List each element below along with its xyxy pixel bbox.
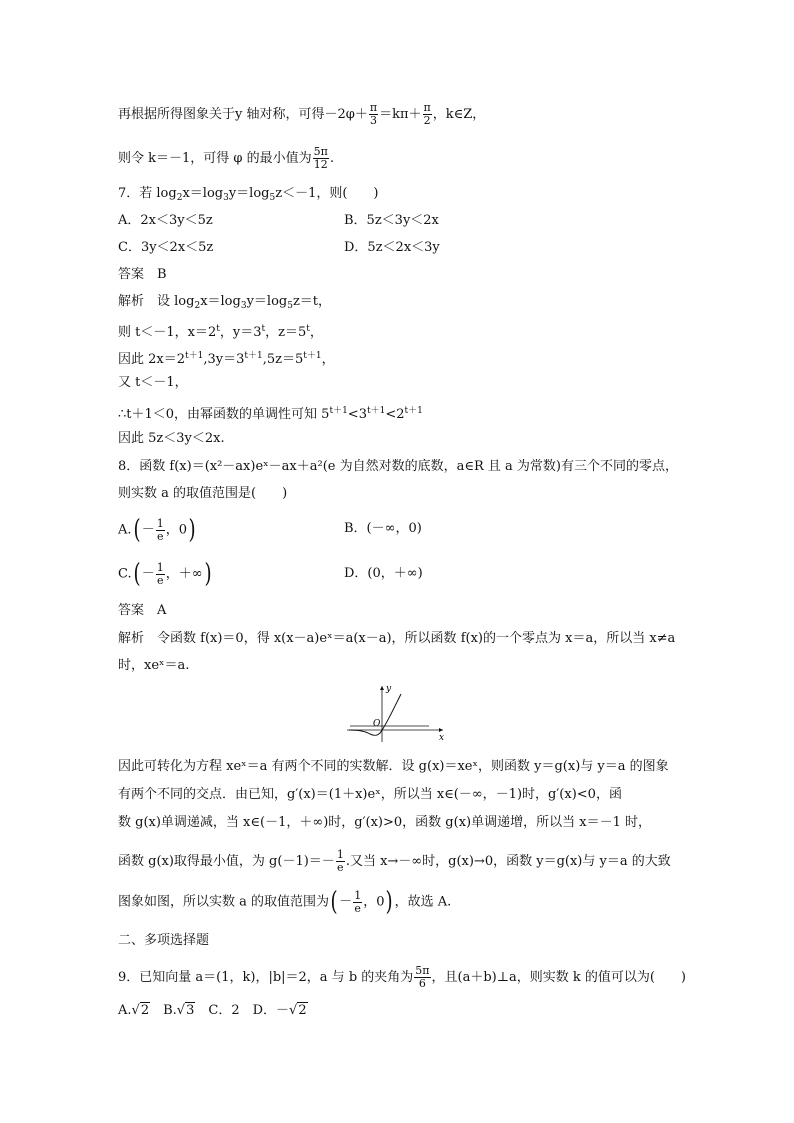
- fraction-denominator: 2: [423, 114, 431, 127]
- fraction: [156, 562, 165, 587]
- superscript: t: [261, 324, 266, 334]
- text-segment: ,3y＝3: [203, 352, 245, 367]
- text-segment: 再根据所得图象关于y 轴对称，可得－2φ＋: [118, 107, 368, 122]
- question-8-solution-line: 数 g(x)单调递减，当 x∈(－1，＋∞)时，g′(x)>0，函数 g(x)单调递增，所以当 x＝－1 时，: [118, 815, 651, 830]
- fraction-numerator: 1: [354, 888, 362, 902]
- superscript: t＋1: [329, 406, 348, 416]
- text-segment: ，0: [363, 894, 385, 910]
- superscript: t＋1: [303, 351, 322, 361]
- superscript: t: [306, 324, 310, 334]
- subscript: 5: [269, 193, 276, 203]
- fraction-denominator: 12: [313, 158, 328, 171]
- sqrt: √3: [176, 1003, 195, 1018]
- text-segment: y＝log: [246, 294, 288, 309]
- y-axis-arrow: [380, 686, 384, 690]
- fraction: [156, 518, 165, 543]
- question-9-stem: [118, 965, 686, 990]
- question-7-solution-line: 因此 5z＜3y＜2x.: [118, 431, 225, 446]
- text-segment: y＝log: [228, 186, 270, 201]
- text-segment: 因此 2x＝2: [118, 352, 186, 367]
- text-segment: ，: [309, 325, 323, 340]
- text-segment: .: [329, 151, 335, 166]
- subscript: 2: [194, 301, 201, 311]
- text-segment: ＝kπ＋: [379, 107, 422, 122]
- radicand: 2: [298, 1003, 307, 1018]
- fraction-denominator: e: [156, 529, 164, 543]
- fraction-denominator: e: [354, 901, 361, 915]
- fraction-numerator: 5π: [415, 964, 430, 977]
- subscript: 3: [240, 301, 247, 311]
- text-segment: ，0: [165, 522, 187, 538]
- text-segment: ，y＝3: [219, 325, 262, 340]
- fraction-denominator: 6: [418, 977, 426, 990]
- text-segment: <3: [347, 407, 367, 422]
- question-9-options: [118, 1003, 308, 1019]
- fraction: [423, 102, 432, 127]
- x-axis-label: x: [439, 733, 445, 743]
- superscript: t＋1: [404, 406, 423, 416]
- text-segment: ，故选 A.: [394, 894, 452, 910]
- question-7-option-c: C．3y＜2x＜5z: [118, 240, 214, 255]
- question-8-option-c: [118, 561, 213, 587]
- function-graph: [345, 682, 450, 744]
- subscript: 3: [223, 193, 229, 203]
- question-8-answer: 答案 A: [118, 603, 167, 618]
- question-7-solution-line: [118, 294, 331, 314]
- fraction-numerator: 1: [336, 848, 344, 861]
- radicand: 3: [186, 1003, 195, 1018]
- x-axis-arrow: [439, 728, 443, 732]
- question-7-option-a: A．2x＜3y＜5z: [118, 213, 213, 228]
- option-label: A.: [118, 1003, 132, 1018]
- question-8-solution-line: 有两个不同的交点．由已知，g′(x)＝(1＋x)eˣ，所以当 x∈(－∞，－1)时，g′(x)<0，函: [118, 787, 622, 802]
- sqrt: √2: [289, 1003, 307, 1018]
- superscript: t＋1: [366, 406, 386, 416]
- question-7-stem: [118, 186, 378, 206]
- curve-g-of-x: [349, 694, 401, 735]
- text-segment: ,5z＝5: [262, 352, 304, 367]
- text-segment: 则 t＜－1，x＝2: [118, 325, 217, 340]
- text-segment: 7．若 log: [118, 186, 177, 201]
- question-8-solution-line: 因此可转化为方程 xeˣ＝a 有两个不同的实数解．设 g(x)＝xeˣ，则函数 y＝g(x)与 y＝a 的图象: [118, 759, 669, 774]
- fraction-numerator: 1: [156, 560, 164, 574]
- fraction-denominator: e: [157, 573, 164, 587]
- question-8-solution-line: [118, 889, 451, 915]
- question-7-option-d: D．5z＜2x＜3y: [344, 240, 440, 255]
- text-segment: －: [141, 566, 155, 582]
- fraction-denominator: 3: [369, 114, 377, 127]
- text-segment: <2: [385, 407, 405, 422]
- paren-right: ): [204, 559, 212, 589]
- fraction: [313, 146, 329, 171]
- question-7-solution-line: [118, 321, 323, 341]
- superscript: t: [216, 324, 220, 334]
- question-8-option-b: B．(－∞，0): [344, 521, 422, 536]
- fraction-numerator: π: [423, 101, 431, 114]
- text-segment: ，z＝5: [265, 325, 307, 340]
- text-segment: 9．已知向量 a＝(1，k)，|b|＝2，a 与 b 的夹角为: [118, 970, 414, 985]
- question-8-solution-line: [118, 849, 671, 874]
- superscript: t＋1: [185, 351, 204, 361]
- question-7-solution-line: 又 t＜－1，: [118, 375, 188, 390]
- fraction: [369, 102, 378, 127]
- question-8-option-d: D．(0，＋∞): [344, 566, 423, 581]
- text-segment: ∴t＋1＜0，由幂函数的单调性可知 5: [118, 407, 330, 422]
- question-7-option-b: B．5z＜3y＜2x: [344, 213, 439, 228]
- text-line: [118, 102, 485, 127]
- fraction: [353, 890, 362, 915]
- text-segment: －: [339, 894, 353, 910]
- text-segment: z＝t，: [292, 294, 332, 309]
- section-heading: 二、多项选择题: [118, 933, 210, 948]
- text-segment: x＝log: [200, 294, 241, 309]
- text-segment: x＝log: [182, 186, 224, 201]
- option-label: C．2 D．－: [195, 1003, 290, 1018]
- question-8-stem: 8．函数 f(x)＝(x²－ax)eˣ－ax＋a²(e 为自然对数的底数，a∈R 且 a 为常数)有三个不同的零点，: [118, 459, 678, 474]
- text-segment: ，: [321, 352, 335, 367]
- subscript: 2: [176, 193, 183, 203]
- text-segment: 函数 g(x)取得最小值，为 g(－1)＝－: [118, 854, 335, 869]
- question-7-solution-line: [118, 348, 335, 368]
- paren-right: ): [385, 887, 394, 917]
- question-8-option-a: [118, 517, 197, 543]
- text-segment: 图象如图，所以实数 a 的取值范围为: [118, 894, 330, 910]
- text-segment: .又当 x→－∞时，g(x)→0，函数 y＝g(x)与 y＝a 的大致: [345, 854, 671, 869]
- text-segment: －: [141, 522, 155, 538]
- superscript: t＋1: [244, 351, 263, 361]
- question-8-solution-line: 解析 令函数 f(x)＝0，得 x(x－a)eˣ＝a(x－a)，所以函数 f(x)的一个零点为 x＝a，所以当 x≠a: [118, 631, 676, 646]
- paren-left: (: [133, 559, 141, 589]
- text-line: [118, 146, 334, 171]
- fraction: [336, 849, 345, 874]
- text-segment: z＜－1，则( ): [275, 186, 379, 201]
- text-segment: ，＋∞: [165, 566, 203, 582]
- text-segment: ，k∈Z，: [432, 107, 486, 122]
- option-label: A.: [118, 522, 132, 538]
- paren-left: (: [330, 887, 338, 917]
- option-label: C.: [118, 566, 132, 582]
- origin-label: O: [373, 719, 381, 729]
- sqrt: √2: [131, 1003, 150, 1018]
- question-7-answer: 答案 B: [118, 267, 167, 282]
- text-segment: ，且(a＋b)⊥a，则实数 k 的值可以为( ): [431, 970, 686, 985]
- paren-right: ): [188, 515, 196, 545]
- radicand: 2: [140, 1003, 150, 1018]
- fraction-denominator: e: [337, 861, 344, 874]
- fraction-numerator: 5π: [313, 145, 328, 158]
- fraction-numerator: 1: [156, 516, 164, 530]
- fraction-numerator: π: [369, 101, 378, 114]
- option-label: B.: [150, 1003, 177, 1018]
- question-8-solution-line: 时，xeˣ＝a.: [118, 658, 190, 673]
- question-8-stem: 则实数 a 的取值范围是( ): [118, 486, 288, 501]
- text-segment: 则令 k＝－1，可得 φ 的最小值为: [118, 151, 312, 166]
- question-7-solution-line: [118, 403, 423, 423]
- y-axis-label: y: [386, 684, 392, 694]
- fraction: [414, 965, 430, 990]
- text-segment: 解析 设 log: [118, 294, 195, 309]
- paren-left: (: [133, 515, 141, 545]
- subscript: 5: [287, 301, 293, 311]
